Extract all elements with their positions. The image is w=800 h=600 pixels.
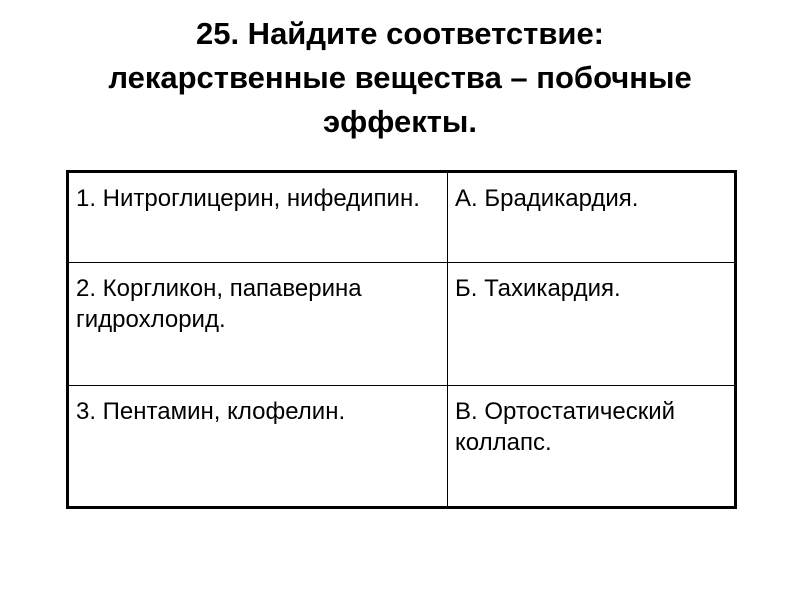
table-row (68, 386, 736, 508)
effect-cell: А. Брадикардия. (448, 172, 736, 263)
effect-cell: В. Ортостатический коллапс. (448, 386, 736, 508)
drug-cell: 1. Нитроглицерин, нифедипин. (68, 172, 448, 263)
effect-cell: Б. Тахикардия. (448, 263, 736, 386)
drug-cell: 2. Коргликон, папаверина гидрохлорид. (68, 263, 448, 386)
drug-cell: 3. Пентамин, клофелин. (68, 386, 448, 508)
table-row (68, 172, 736, 263)
title-line: эффекты. (323, 104, 477, 139)
title-line: лекарственные вещества – побочные (108, 60, 692, 95)
table-row (68, 263, 736, 386)
matching-table (66, 170, 737, 509)
slide-title (20, 12, 780, 144)
title-line: 25. Найдите соответствие: (195, 16, 605, 51)
